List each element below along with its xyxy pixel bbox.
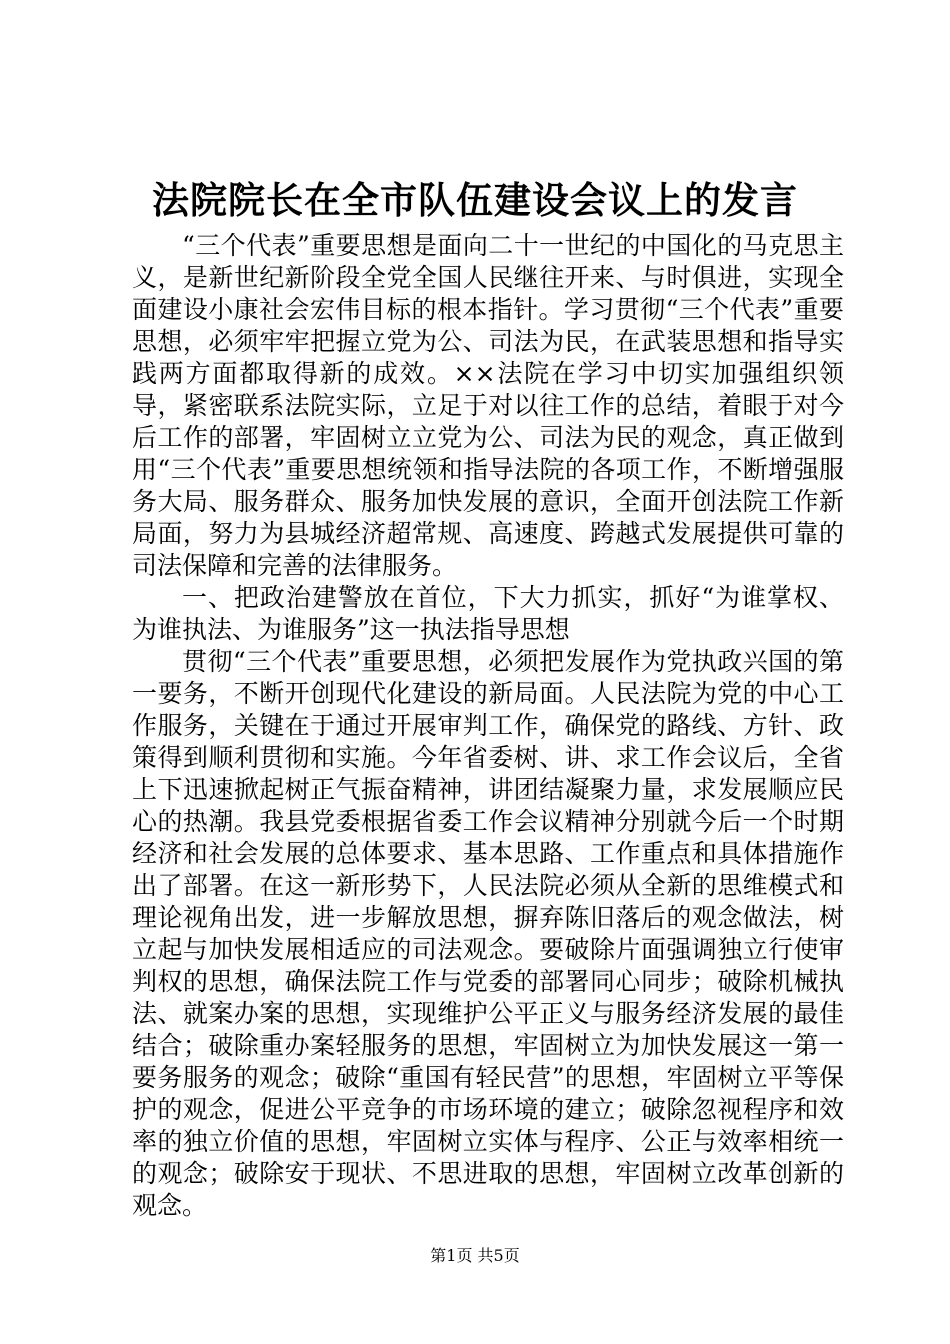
body-paragraph-intro: “三个代表”重要思想是面向二十一世纪的中国化的马克思主义，是新世纪新阶段全党全国人民继往开来、与时俱进，实现全面建设小康社会宏伟目标的根本指针。学习贯彻“三个代表”重要思想，必须牢牢把握立党为公、司法为民，在武装思想和指导实践两方面都取得新的成效。××法院在学习中切实加强组织领导，紧密联系法院实际，立足于对以往工作的总结，着眼于对今后工作的部署，牢固树立立党为公、司法为民的观念，真正做到用“三个代表”重要思想统领和指导法院的各项工作，不断增强服务大局、服务群众、服务加快发展的意识，全面开创法院工作新局面，努力为县城经济超常规、高速度、跨越式发展提供可靠的司法保障和完善的法律服务。 xyxy=(132,231,844,580)
document-body xyxy=(132,230,844,1222)
page-number-footer: 第1页 共5页 xyxy=(430,1246,520,1265)
section-heading-1: 一、把政治建警放在首位，下大力抓实，抓好“为谁掌权、为谁执法、为谁服务”这一执法指导思想 xyxy=(132,583,844,644)
document-title: 法院院长在全市队伍建设会议上的发言 xyxy=(152,178,798,222)
body-paragraph-section-1: 贯彻“三个代表”重要思想，必须把发展作为党执政兴国的第一要务，不断开创现代化建设的新局面。人民法院为党的中心工作服务，关键在于通过开展审判工作，确保党的路线、方针、政策得到顺利贯彻和实施。今年省委树、讲、求工作会议后，全省上下迅速掀起树正气振奋精神，讲团结凝聚力量，求发展顺应民心的热潮。我县党委根据省委工作会议精神分别就今后一个时期经济和社会发展的总体要求、基本思路、工作重点和具体措施作出了部署。在这一新形势下，人民法院必须从全新的思维模式和理论视角出发，进一步解放思想，摒弃陈旧落后的观念做法，树立起与加快发展相适应的司法观念。要破除片面强调独立行使审判权的思想，确保法院工作与党委的部署同心同步；破除机械执法、就案办案的思想，实现维护公平正义与服务经济发展的最佳结合；破除重办案轻服务的思想，牢固树立为加快发展这一第一要务服务的观念；破除“重国有轻民营”的思想，牢固树立平等保护的观念，促进公平竞争的市场环境的建立；破除忽视程序和效率的独立价值的思想，牢固树立实体与程序、公正与效率相统一的观念；破除安于现状、不思进取的思想，牢固树立改革创新的观念。 xyxy=(132,647,844,1220)
